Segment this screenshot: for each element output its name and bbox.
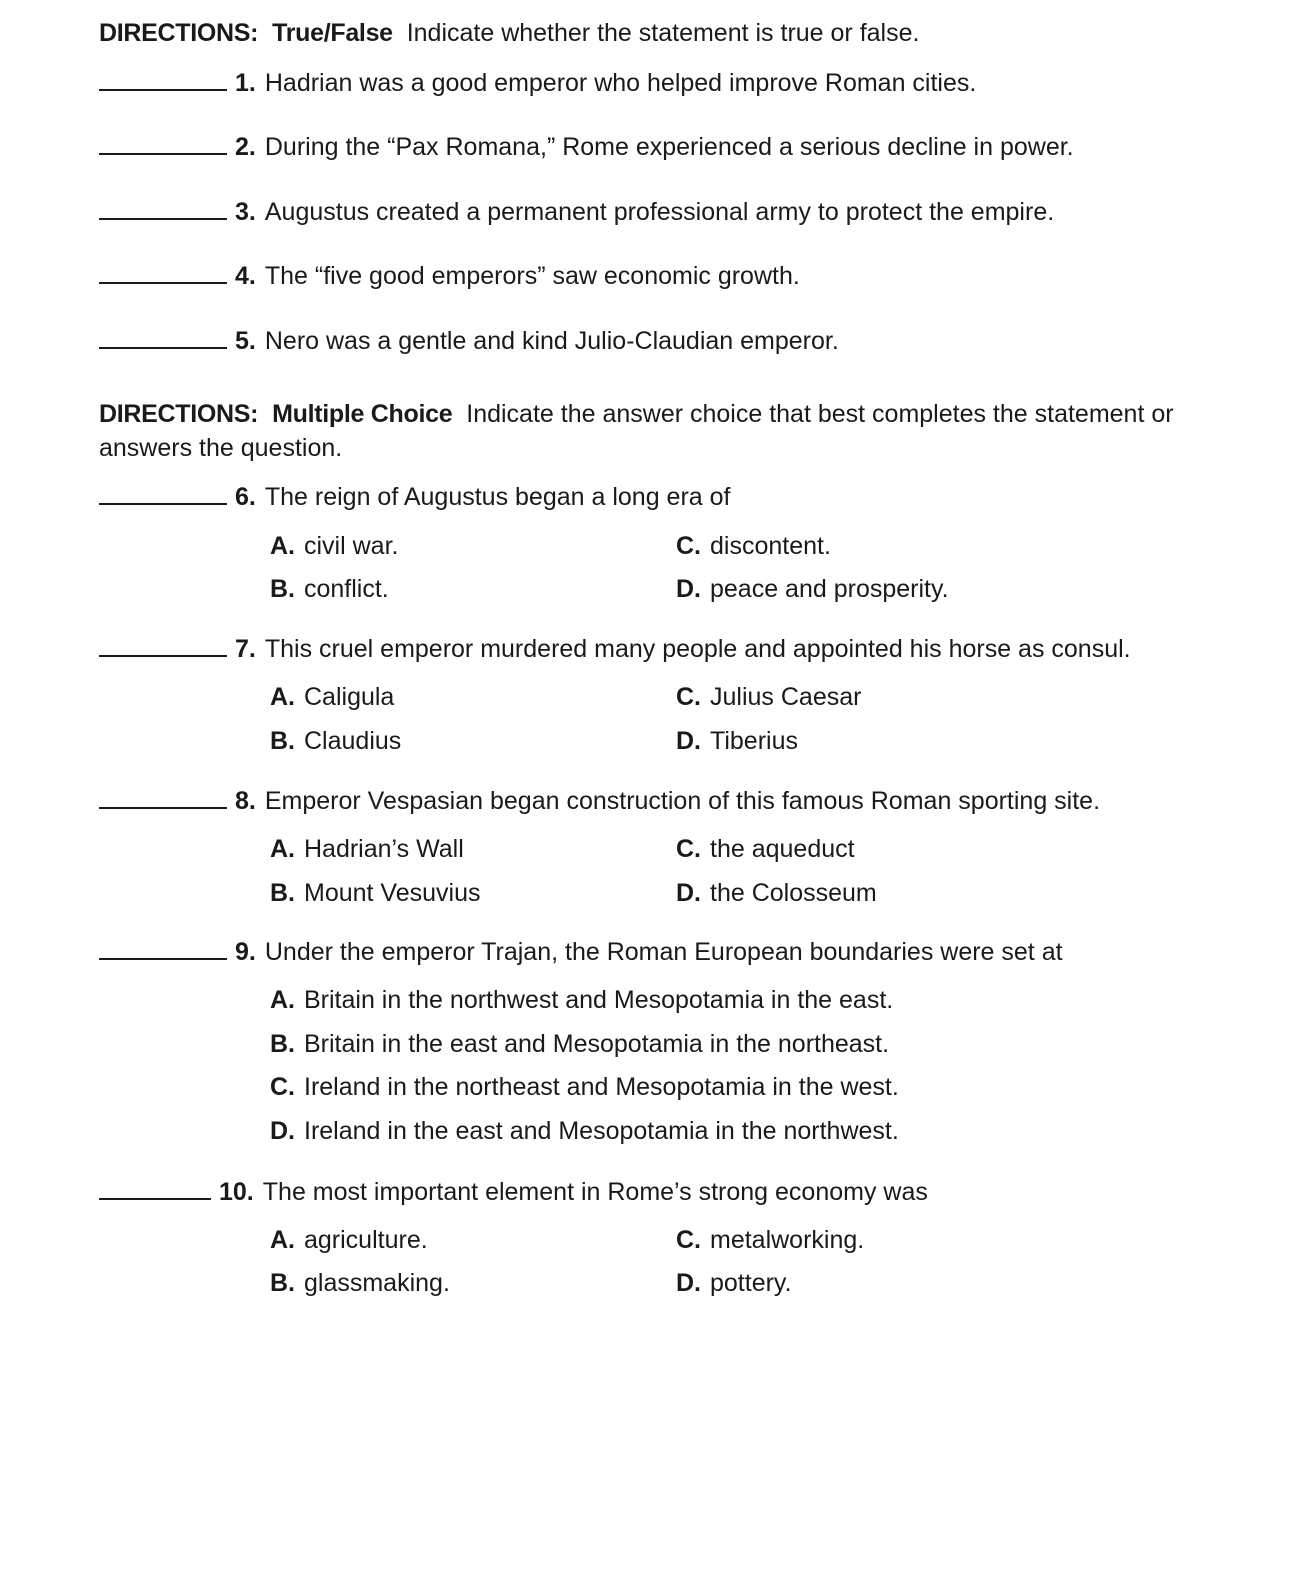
tf-question xyxy=(99,195,1054,229)
choice-text: discontent. xyxy=(710,532,831,560)
choice-letter: D. xyxy=(676,575,701,603)
choice-text: the Colosseum xyxy=(710,879,877,907)
tf-directions xyxy=(99,16,1219,50)
question-number: 7. xyxy=(235,635,256,663)
choice-text: Ireland in the northeast and Mesopotamia in the west. xyxy=(304,1073,899,1101)
answer-choice[interactable] xyxy=(270,983,893,1017)
answer-choice[interactable] xyxy=(676,680,861,714)
choice-text: pottery. xyxy=(710,1269,792,1297)
answer-choice[interactable] xyxy=(270,876,481,910)
answer-choice[interactable] xyxy=(270,680,394,714)
choice-letter: B. xyxy=(270,575,295,603)
tf-question xyxy=(99,259,800,293)
answer-blank[interactable] xyxy=(99,131,227,155)
question-number: 2. xyxy=(235,133,256,161)
choice-letter: C. xyxy=(676,683,701,711)
choice-letter: A. xyxy=(270,835,295,863)
tf-directions-label: DIRECTIONS: xyxy=(99,19,259,47)
question-text: The most important element in Rome’s strong economy was xyxy=(262,1178,928,1206)
answer-blank[interactable] xyxy=(99,1176,211,1200)
choice-letter: C. xyxy=(270,1073,295,1101)
question-text: Nero was a gentle and kind Julio-Claudian emperor. xyxy=(264,327,839,355)
question-number: 10. xyxy=(219,1178,254,1206)
answer-choice[interactable] xyxy=(676,876,877,910)
choice-letter: B. xyxy=(270,879,295,907)
choice-letter: D. xyxy=(676,1269,701,1297)
answer-choice[interactable] xyxy=(270,1223,428,1257)
question-text: The “five good emperors” saw economic growth. xyxy=(264,262,800,290)
question-text: The reign of Augustus began a long era of xyxy=(264,483,731,511)
answer-choice[interactable] xyxy=(676,572,949,606)
tf-instruction: Indicate whether the statement is true or false. xyxy=(406,19,920,47)
answer-choice[interactable] xyxy=(270,529,398,563)
choice-text: Britain in the northwest and Mesopotamia in the east. xyxy=(304,986,894,1014)
mc-question xyxy=(99,784,1100,818)
choice-text: Julius Caesar xyxy=(710,683,862,711)
answer-choice[interactable] xyxy=(676,832,855,866)
choice-text: Claudius xyxy=(304,727,402,755)
choice-text: glassmaking. xyxy=(304,1269,450,1297)
choice-text: Ireland in the east and Mesopotamia in the northwest. xyxy=(304,1117,899,1145)
choice-text: agriculture. xyxy=(304,1226,428,1254)
answer-choice[interactable] xyxy=(676,724,798,758)
choice-text: conflict. xyxy=(304,575,389,603)
choice-text: civil war. xyxy=(304,532,399,560)
question-text: During the “Pax Romana,” Rome experienced a serious decline in power. xyxy=(264,133,1074,161)
choice-letter: D. xyxy=(676,879,701,907)
question-number: 6. xyxy=(235,483,256,511)
choice-text: Tiberius xyxy=(710,727,798,755)
choice-letter: A. xyxy=(270,1226,295,1254)
answer-blank[interactable] xyxy=(99,481,227,505)
answer-blank[interactable] xyxy=(99,936,227,960)
mc-question xyxy=(99,632,1131,666)
choice-letter: A. xyxy=(270,986,295,1014)
answer-choice[interactable] xyxy=(676,1266,792,1300)
choice-letter: C. xyxy=(676,532,701,560)
mc-instruction: Indicate the answer choice that best completes the statement or answers the question. xyxy=(99,400,1174,462)
choice-letter: A. xyxy=(270,683,295,711)
mc-question xyxy=(99,1175,928,1209)
answer-choice[interactable] xyxy=(270,1266,450,1300)
answer-blank[interactable] xyxy=(99,325,227,349)
answer-blank[interactable] xyxy=(99,196,227,220)
tf-question xyxy=(99,324,839,358)
choice-letter: C. xyxy=(676,835,701,863)
question-text: Emperor Vespasian began construction of this famous Roman sporting site. xyxy=(264,787,1101,815)
question-text: This cruel emperor murdered many people and appointed his horse as consul. xyxy=(264,635,1131,663)
answer-choice[interactable] xyxy=(676,529,831,563)
answer-choice[interactable] xyxy=(270,724,401,758)
question-text: Hadrian was a good emperor who helped improve Roman cities. xyxy=(264,69,977,97)
answer-choice[interactable] xyxy=(676,1223,864,1257)
answer-choice[interactable] xyxy=(270,1070,899,1104)
question-text: Under the emperor Trajan, the Roman European boundaries were set at xyxy=(264,938,1063,966)
choice-text: Britain in the east and Mesopotamia in the northeast. xyxy=(304,1030,890,1058)
choice-letter: A. xyxy=(270,532,295,560)
answer-choice[interactable] xyxy=(270,1027,889,1061)
answer-blank[interactable] xyxy=(99,260,227,284)
answer-blank[interactable] xyxy=(99,633,227,657)
answer-choice[interactable] xyxy=(270,572,389,606)
question-number: 5. xyxy=(235,327,256,355)
question-text: Augustus created a permanent professional army to protect the empire. xyxy=(264,198,1055,226)
mc-type-label: Multiple Choice xyxy=(272,400,453,428)
mc-question xyxy=(99,935,1063,969)
question-number: 9. xyxy=(235,938,256,966)
choice-text: the aqueduct xyxy=(710,835,855,863)
choice-letter: B. xyxy=(270,1269,295,1297)
question-number: 8. xyxy=(235,787,256,815)
mc-directions-label: DIRECTIONS: xyxy=(99,400,259,428)
choice-text: metalworking. xyxy=(710,1226,865,1254)
choice-letter: B. xyxy=(270,727,295,755)
answer-blank[interactable] xyxy=(99,785,227,809)
choice-text: peace and prosperity. xyxy=(710,575,949,603)
tf-question xyxy=(99,66,976,100)
answer-blank[interactable] xyxy=(99,67,227,91)
question-number: 4. xyxy=(235,262,256,290)
tf-question xyxy=(99,130,1074,164)
choice-text: Caligula xyxy=(304,683,395,711)
mc-question xyxy=(99,480,730,514)
question-number: 3. xyxy=(235,198,256,226)
choice-text: Hadrian’s Wall xyxy=(304,835,464,863)
mc-directions xyxy=(99,397,1179,465)
tf-type-label: True/False xyxy=(272,19,393,47)
choice-text: Mount Vesuvius xyxy=(304,879,481,907)
answer-choice[interactable] xyxy=(270,1114,899,1148)
question-number: 1. xyxy=(235,69,256,97)
answer-choice[interactable] xyxy=(270,832,464,866)
choice-letter: D. xyxy=(270,1117,295,1145)
choice-letter: C. xyxy=(676,1226,701,1254)
choice-letter: B. xyxy=(270,1030,295,1058)
choice-letter: D. xyxy=(676,727,701,755)
